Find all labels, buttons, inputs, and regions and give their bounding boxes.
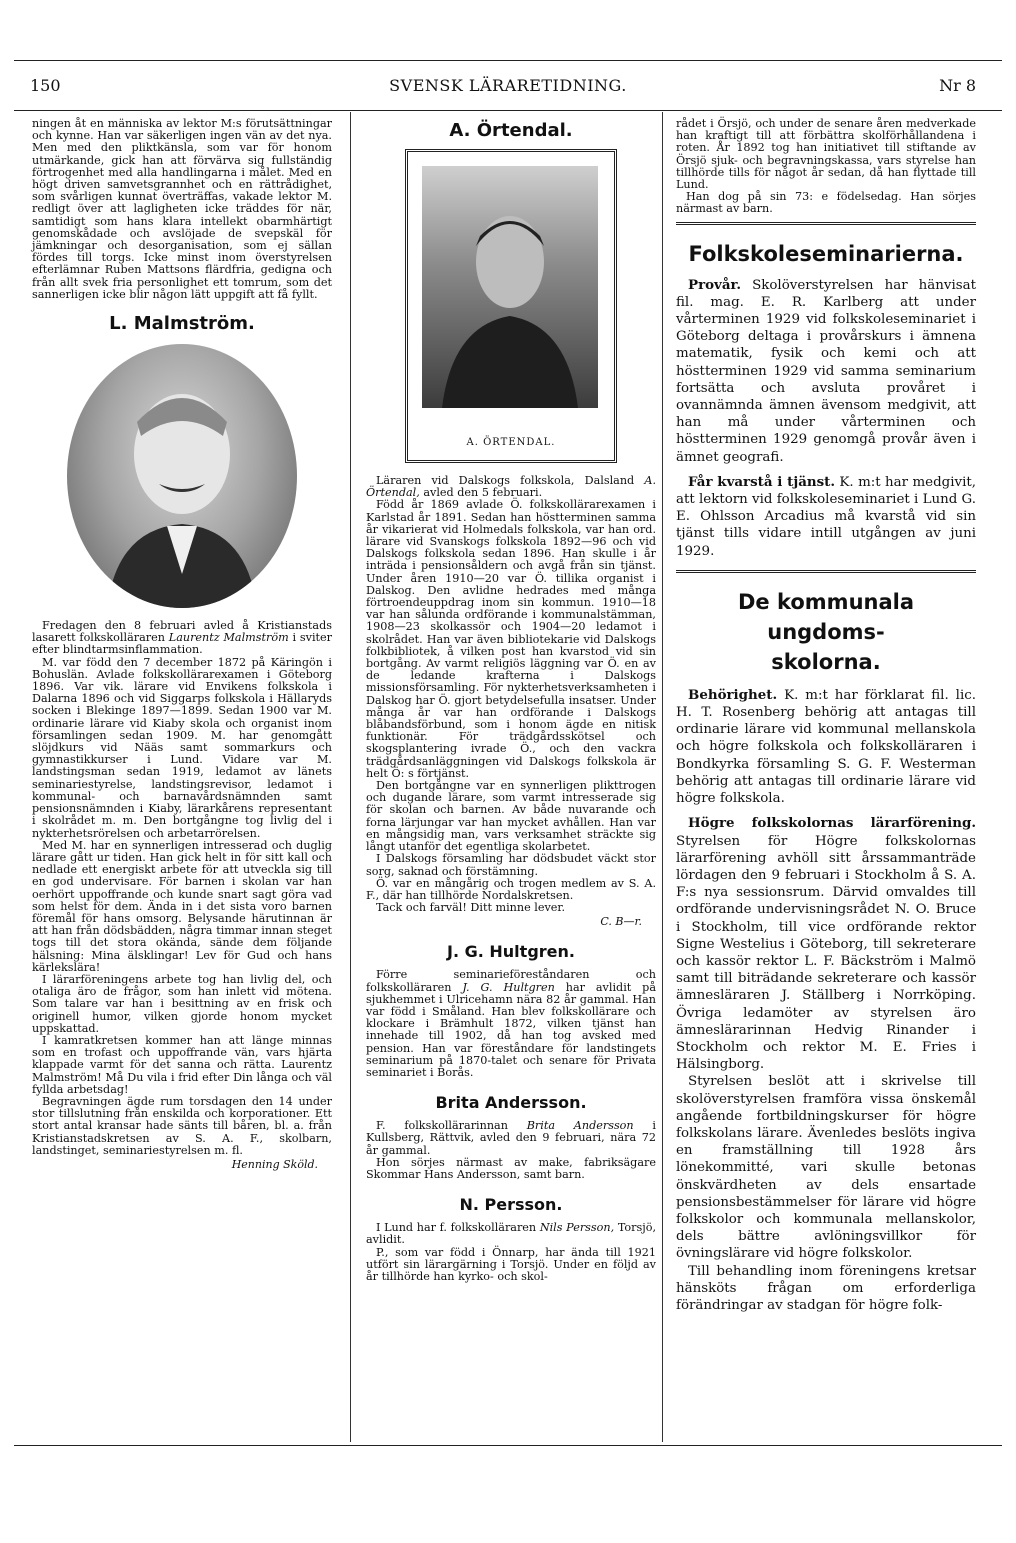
behandling-paragraph: Till behandling inom föreningens kretsar hänsköts frågan om erforderliga förändringar av stadgan för högre folk- bbox=[676, 1263, 976, 1313]
photo-caption: A. ÖRTENDAL. bbox=[466, 437, 556, 448]
column-middle bbox=[366, 118, 656, 1283]
provar-paragraph: Provår. Skolöverstyrelsen har hänvisat fil. mag. E. R. Karlberg att under vårterminen 1929 vid folkskoleseminariet i Göteborg deltaga i provårskurs i ämnena matematik, fysik och kemi och att höstterminen 1929 vid samma seminarium fortsätta och avsluta provåret i ovannämnda ämnen ävensom medgivit, att han må under vårterminen och höstterminen 1929 genomgå provår även i ämnet geografi. bbox=[676, 276, 976, 465]
persson-closing: Han dog på sin 73: e födelsedag. Han sörjes närmast av barn. bbox=[676, 190, 976, 216]
heading-line-2: skolorna. bbox=[771, 649, 881, 674]
ortendal-paragraph-2: Född år 1869 avlade Ö. folkskollärarexamen i Karlstad år 1891. Sedan han höstterminen samma år vikarierat vid Holmedals folkskola, var han ord. lärare vid Svanskogs folkskola 1892—96 och vid Dalskogs folkskola sedan 1896. Han skulle i år inträda i pensionsåldern och avgå från sin tjänst. Under åren 1910—20 var Ö. tillika organist i Dalskog. Den avlidne hedrades med många förtroendeuppdrag inom sin kommun. 1910—18 var han sålunda ordförande i kommunalstämman, 1908—23 skolkassör och 1904—20 ledamot i skolrådet. Han var även bibliotekarie vid Dalskogs folkbibliotek, å vilken post han kvarstod vid sin bortgång. Av varmt religiös läggning var Ö. en av de ledande krafterna i Dalskogs missionsförsamling. För nykterhetsverksamheten i Dalskog har Ö. gjort betydelsefulla insatser. Under många år var han ordförande i Dalskogs blåbandsförbund, som i honom ägde en nitisk funktionär. För trädgårdsskötsel och skogsplantering ivrade Ö., och den vackra trädgårdsanläggningen vid Dalskogs folkskola är helt Ö: s förtjänst. bbox=[366, 498, 656, 780]
malmstrom-paragraph-2: M. var född den 7 december 1872 på Käringön i Bohuslän. Avlade folkskollärarexamen i Göteborg 1896. Var vik. lärare vid Envikens folkskola i Dalarna 1896 och vid Siggarps folkskola i Hällaryds socken i Blekinge 1897—1899. Sedan 1900 var M. ordinarie lärare vid Kiaby skola och organist inom församlingen sedan 1909. M. har genomgått slöjdkurs vid Nääs samt sommarkurs och gymnastikkurser i Lund. Vidare var M. landstingsman sedan 1919, ledamot av länets seminariestyrelse, landstingsrevisor, ledamot i kommunal- och barnavårdsnämnden samt pensionsnämnden i Kiaby, lärarkårens representant i skolrådet m. m. Den bortgångne tog livlig del i nykterhetsrörelsen och arbetarrörelsen. bbox=[32, 655, 332, 840]
column-divider bbox=[350, 112, 351, 1442]
obituary-heading-ortendal: A. Örtendal. bbox=[449, 120, 573, 141]
section-heading-ungdomsskolorna bbox=[676, 587, 976, 677]
photo-frame-ortendal bbox=[405, 149, 617, 463]
ortendal-paragraph-1: Läraren vid Dalskogs folkskola, Dalsland A. Örtendal, avled den 5 februari. bbox=[366, 474, 656, 500]
section-rule bbox=[676, 570, 976, 573]
ortendal-paragraph-5: Ö. var en mångårig och trogen medlem av S. A. F., där han tillhörde Nordalskretsen. bbox=[366, 876, 656, 902]
column-right bbox=[676, 118, 976, 1314]
signature-skold: Henning Sköld. bbox=[231, 1157, 318, 1171]
malmstrom-paragraph-3: Med M. har en synnerligen intresserad och duglig lärare gått ur tiden. Han gick helt in för sitt kall och nedlade ett energiskt arbete för att utveckla sig till en god undervisare. För barnen i skolan var han oerhört uppoffrande och kunde snart sagt göra vad som helst för dem. Ända in i det sista voro barnen föremål för hans omsorg. Belysande härutinnan är att han från dödsbädden, några timmar innan steget togs till det stora okända, sände dem följande hälsning: Mina älsklingar! Lev för Gud och hans kärlekslära! bbox=[32, 838, 332, 974]
column-divider bbox=[662, 112, 663, 1442]
portrait-ortendal bbox=[422, 166, 598, 408]
malmstrom-paragraph-4: I lärarföreningens arbete tog han livlig del, och otaliga äro de frågor, som han inlett vid mötena. Som talare var han i besittning av en frisk och originell humor, vilken gjorde honom mycket uppskattad. bbox=[32, 972, 332, 1035]
ortendal-paragraph-4: I Dalskogs församling har dödsbudet väckt stor sorg, saknad och förstämning. bbox=[366, 852, 656, 878]
andersson-paragraph-1: F. folkskollärarinnan Brita Andersson i Kullsberg, Rättvik, avled den 9 februari, nära 72 år gammal. bbox=[366, 1119, 656, 1157]
ortendal-paragraph-3: Den bortgångne var en synnerligen plikttrogen och dugande lärare, som varmt intresserade sig för skolan och barnen. Av både nuvarande och forna lärjungar var han mycket avhållen. Han var en mångsidig man, vars verksamhet sträckte sig långt utanför det egentliga skolarbetet. bbox=[366, 779, 656, 854]
kvarsta-paragraph: Får kvarstå i tjänst. K. m:t har medgivit, att lektorn vid folkskoleseminariet i Lund G. E. Ohlsson Arcadius må kvarstå vid sin tjänst tills vidare intill utgången av juni 1929. bbox=[676, 473, 977, 559]
page-number: 150 bbox=[30, 76, 61, 95]
hogre-folkskolornas-paragraph: Högre folkskolornas lärarförening. Styrelsen för Högre folkskolornas lärarförening avhöll sitt årssammanträde lördagen den 9 februari i Stockholm å S. A. F:s nya sessionsrum. Därvid omvaldes till ordförande undervisningsrådet N. O. Bruce i Stockholm, till vice ordförande rektor Signe Westelius i Göteborg, till sekreterare och kassör rektor L. F. Bäckström i Malmö samt till biträdande sekreterare och kassör ämnesläraren J. Ställberg i Norrköping. Övriga ledamöter av styrelsen äro ämneslärarinnan Hedvig Rinander i Stockholm och rektor M. E. Fries i Hälsingborg. bbox=[676, 815, 976, 1073]
malmstrom-paragraph-1: Fredagen den 8 februari avled å Kristianstads lasarett folkskolläraren Laurentz Malmström i sviter efter blindtarmsinflammation. bbox=[32, 619, 332, 657]
heading-line-1: De kommunala ungdoms- bbox=[737, 589, 915, 644]
continued-text: ningen åt en människa av lektor M:s förutsättningar och kynne. Han var säkerligen ingen vän av det nya. Men med den pliktkänsla, som var för honom utmärkande, gick han att förvärva sig fullständig förtrogenhet med alla handlingarna i målet. Med en högt driven samvetsgrannhet och en rättrådighet, som svårligen kunnat överträffas, vakade lektor M. redligt över att lagligheten icke träddes för när, samtidigt som hans klara intellekt obarmhärtigt genomskådade och avslöjade de svepskäl för jämkningar och desorganisation, som ej sällan fördes till torgs. Icke minst inom överstyrelsen efterlämnar Ruben Mattsons flärdfria, gedigna och från allt svek fria personlighet ett tomrum, som det sannerligen icke blir någon lätt uppgift att få fyllt. bbox=[32, 117, 332, 301]
ortendal-paragraph-6: Tack och farväl! Ditt minne lever. bbox=[376, 901, 566, 915]
malmstrom-paragraph-5: I kamratkretsen kommer han att länge minnas som en trofast och uppoffrande vän, vars hjärta klappade varmt för det sanna och rätta. Laurentz Malmström! Må Du vila i frid efter Din långa och väl fyllda arbetsdag! bbox=[32, 1033, 332, 1096]
andersson-paragraph-2: Hon sörjes närmast av make, fabriksägare Skommar Hans Andersson, samt barn. bbox=[366, 1155, 656, 1181]
bottom-rule bbox=[14, 1445, 1002, 1446]
behorighet-paragraph: Behörighet. K. m:t har förklarat fil. lic. H. T. Rosenberg behörig att antagas till ordinarie lärare vid kommunal mellanskola och högre folkskola och folkskolläraren i Bondkyrka församling S. G. F. Westerman behörig att antagas till ordinarie lärare vid högre folkskola. bbox=[676, 686, 976, 807]
top-rule bbox=[14, 60, 1002, 61]
header-rule bbox=[14, 110, 1002, 111]
hultgren-paragraph: Förre seminarieföreståndaren och folkskolläraren J. G. Hultgren har avlidit på sjukhemmet i Ulricehamn nära 82 år gammal. Han var född i Småland. Han blev folkskollärare och klockare i Brämhult 1872, vilken tjänst han innehade till 1902, då han tog avsked med pension. Han var föreståndare för landstingets seminarium på 1870-talet och senare för Privata seminariet i Borås. bbox=[366, 968, 656, 1079]
obituary-heading-andersson: Brita Andersson. bbox=[435, 1093, 587, 1113]
malmstrom-paragraph-6: Begravningen ägde rum torsdagen den 14 under stor tillslutning från enskilda och korporationer. Ett stort antal kransar hade sänts till båren, bl. a. från Kristianstadskretsen av S. A. F., skolbarn, landstinget, seminariestyrelsen m. fl. bbox=[32, 1094, 332, 1157]
issue-number: Nr 8 bbox=[939, 76, 976, 95]
persson-continued: rådet i Örsjö, och under de senare åren medverkade han kraftigt till att förbättra skolförhållandena i roten. År 1892 tog han initiativet till stiftande av Örsjö sjuk- och begravningskassa, vars styrelse han tillhörde tills för något år sedan, då han flyttade till Lund. bbox=[676, 117, 976, 192]
persson-paragraph-2: P., som var född i Önnarp, har ända till 1921 utfört sin lärargärning i Torsjö. Under en följd av år tillhörde han kyrko- och skol- bbox=[366, 1245, 656, 1283]
styrelsen-paragraph: Styrelsen beslöt att i skrivelse till skolöverstyrelsen framföra vissa önskemål angående fortbildningskurser för högre folkskolans lärare. Ävenledes beslöts ingiva en framställning till 1928 års lönekommitté, vari skulle betonas önskvärdheten av dels ensartade pensionsbestämmelser för lärare vid högre folkskolor och kommunala mellanskolor, dels bättre avlöningsvillkor för övningslärare vid högre folkskolor. bbox=[676, 1074, 976, 1262]
portrait-silhouette bbox=[422, 166, 598, 408]
section-rule bbox=[676, 222, 976, 225]
obituary-heading-persson: N. Persson. bbox=[459, 1195, 563, 1215]
signature-ortendal: C. B—r. bbox=[600, 915, 642, 929]
portrait-malmstrom bbox=[67, 344, 297, 608]
persson-paragraph-1: I Lund har f. folkskolläraren Nils Persson, Torsjö, avlidit. bbox=[366, 1221, 657, 1247]
obituary-heading-hultgren: J. G. Hultgren. bbox=[447, 942, 575, 962]
column-left bbox=[32, 118, 332, 1172]
section-heading-seminarier: Folkskoleseminarierna. bbox=[688, 241, 964, 266]
journal-title: SVENSK LÄRARETIDNING. bbox=[389, 76, 627, 95]
portrait-silhouette bbox=[67, 344, 297, 608]
obituary-heading-malmstrom: L. Malmström. bbox=[109, 313, 255, 335]
